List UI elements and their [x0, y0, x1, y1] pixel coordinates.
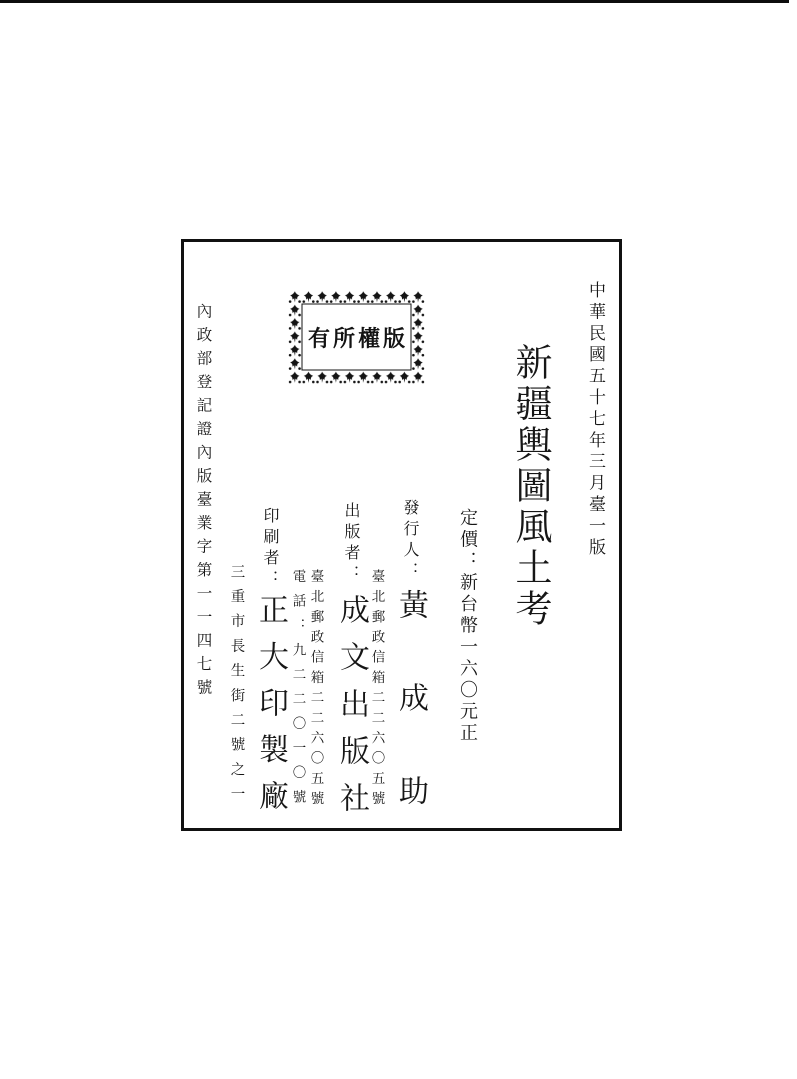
registration-number: 內政部登記證內版臺業字第一一四七號 [194, 303, 213, 703]
issuer-address: 臺北郵政信箱二二六〇五號 [368, 569, 385, 812]
book-title: 新疆輿圖風土考 [509, 343, 552, 630]
edition-line: 中華民國五十七年三月臺一版 [585, 281, 605, 560]
scan-edge-artifact [0, 0, 789, 3]
price-line: 定價：新台幣一六〇元正 [457, 508, 478, 745]
issuer-column [393, 499, 428, 868]
publisher-name: 成文出版社 [334, 594, 369, 829]
stamp-text: 有所權版 [307, 326, 408, 352]
printer-name: 正大印製廠 [253, 594, 288, 827]
publisher-label: 出版者： [342, 502, 361, 586]
publisher-address: 臺北郵政信箱二二六〇五號 [307, 569, 324, 812]
issuer-name: 黃成助 [393, 589, 428, 868]
issuer-label: 發行人： [401, 499, 420, 583]
printer-label: 印刷者： [261, 507, 280, 591]
copyright-stamp [288, 290, 425, 384]
publisher-phone: 電話：九二二〇一〇號 [289, 569, 306, 814]
publisher-column [334, 502, 369, 829]
printer-column [253, 507, 288, 827]
printer-address: 三重市長生街二號之一 [228, 564, 245, 811]
